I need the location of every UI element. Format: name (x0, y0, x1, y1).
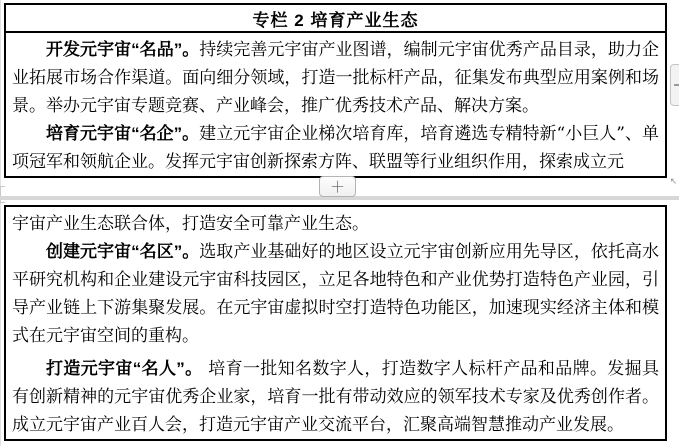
paragraph-lead: 打造元宇宙“名人”。 (46, 359, 203, 378)
paragraph-lead: 创建元宇宙“名区”。 (46, 242, 200, 261)
paragraph (12, 238, 659, 350)
document-text-area-top[interactable] (6, 33, 665, 176)
paragraph-lead: 开发元宇宙“名品”。 (46, 40, 200, 59)
table-title-row[interactable] (6, 5, 665, 33)
table-section-page1 (4, 3, 667, 178)
paragraph-text: 持续完善元宇宙产业图谱，编制元宇宙优秀产品目录，助力企业拓展市场合作渠道。面向细分领域，打造一批标杆产品，征集发布典型应用案例和场景。举办元宇宙专题竞赛、产业峰会，推广优秀技术产品、解决方案。 (12, 40, 660, 116)
table-marker-icon: ↖ (669, 177, 678, 187)
table-section-page2[interactable] (4, 205, 667, 441)
paragraph (12, 120, 659, 176)
scrollbar-thumb[interactable] (670, 64, 679, 106)
paragraph-lead: 培育元宇宙“名企”。 (46, 124, 200, 143)
page-left-edge (0, 0, 1, 446)
paragraph (12, 355, 659, 439)
paragraph-text: 建立元宇宙企业梯次培育库，培育遴选专精特新“小巨人”、单项冠军和领航企业。发挥元宇宙创新探索方阵、联盟等行业组织作用，探索成立元 (12, 124, 659, 172)
box-title: 专栏 2 培育产业生态 (252, 10, 419, 30)
paragraph (12, 36, 659, 120)
continuation-line: 宇宙产业生态联合体，打造安全可靠产业生态。 (12, 214, 369, 234)
insert-row-button[interactable]: ＋ (319, 176, 356, 197)
page-corner-mark (0, 186, 5, 203)
paragraph-text: 选取产业基础好的地区设立元宇宙创新应用先导区，依托高水平研究机构和企业建设元宇宙科技园区，立足各地特色和产业优势打造特色产业园，引导产业链上下游集聚发展。在元宇宙虚拟时空打造特色功能区，加速现实经济主体和模式在元宇宙空间的重构。 (12, 242, 660, 346)
paragraph-text: 培育一批知名数字人，打造数字人标杆产品和品牌。发掘具有创新精神的元宇宙优秀企业家，培育一批有带动效应的领军技术专家及优秀创作者。成立元宇宙产业百人会，打造元宇宙产业交流平台，汇聚高端智慧推动产业发展。 (12, 359, 659, 435)
scrollbar-grip-icon (674, 84, 679, 86)
